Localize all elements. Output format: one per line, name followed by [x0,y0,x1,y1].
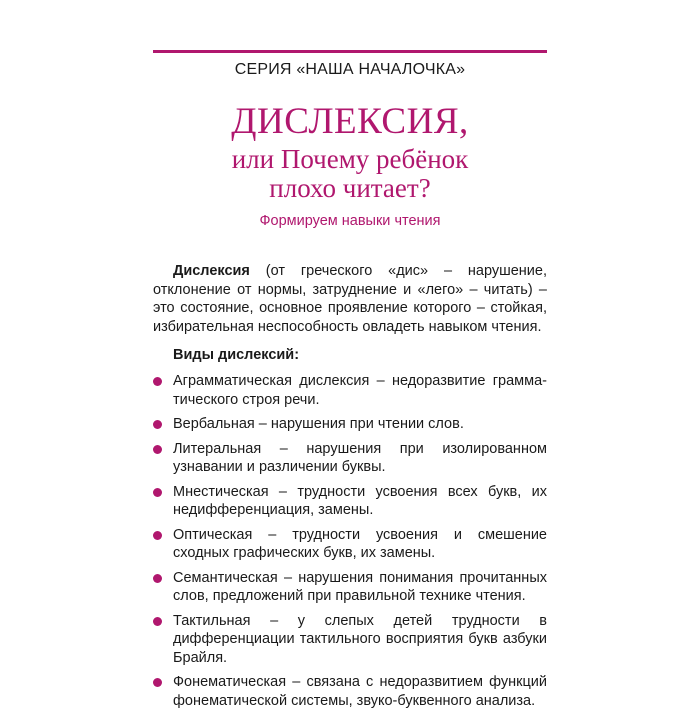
title-subline [0,145,700,203]
types-heading: Виды дислексий: [173,347,300,363]
title-main: ДИСЛЕКСИЯ, [231,101,469,142]
list-item: Тактильная – у слепых детей трудности в дифференциации тактильного восприятия букв азбуки Брайля. [153,612,547,668]
list-item: Литеральная – нарушения при изолированном узнавании и различении буквы. [153,440,547,477]
bullet-icon [153,488,162,497]
bullet-icon [153,445,162,454]
list-item: Мнестическая – трудности усвоения всех букв, их недифференциация, замены. [153,483,547,520]
list-item: Фонематическая – связана с недоразвитием функций фонематической системы, звуко-буквенного анализа. [153,673,547,710]
list-item: Оптическая – трудности усвоения и смешение сходных графических букв, их замены. [153,526,547,563]
list-item: Семантическая – нарушения понимания прочитанных слов, предложений при правильной технике чтения. [153,569,547,606]
bullet-icon [153,377,162,386]
definition-term: Дислексия [173,263,250,279]
bullet-icon [153,574,162,583]
series-label: СЕРИЯ «НАША НАЧАЛОЧКА» [234,61,466,78]
bullet-icon [153,617,162,626]
definition-text: (от греческого «дис» – нарушение, отклонение от нормы, затруднение и «лего» – читать) – это состояние, основное проявление которого – стойкая, избирательная неспособность овладеть навыком чтения. [153,263,547,335]
top-divider [153,50,547,53]
bullet-icon [153,531,162,540]
bullet-icon [153,678,162,687]
definition-paragraph [153,262,547,336]
list-item: Вербальная – нарушения при чтении слов. [153,415,547,434]
list-item: Аграмматическая дислексия – недоразвитие грамма-тического строя речи. [153,372,547,409]
title-line-3: плохо читает? [269,173,431,203]
bullet-icon [153,420,162,429]
types-list [153,372,547,716]
title-line-2: или Почему ребёнок [231,144,469,174]
subtitle: Формируем навыки чтения [259,213,441,229]
